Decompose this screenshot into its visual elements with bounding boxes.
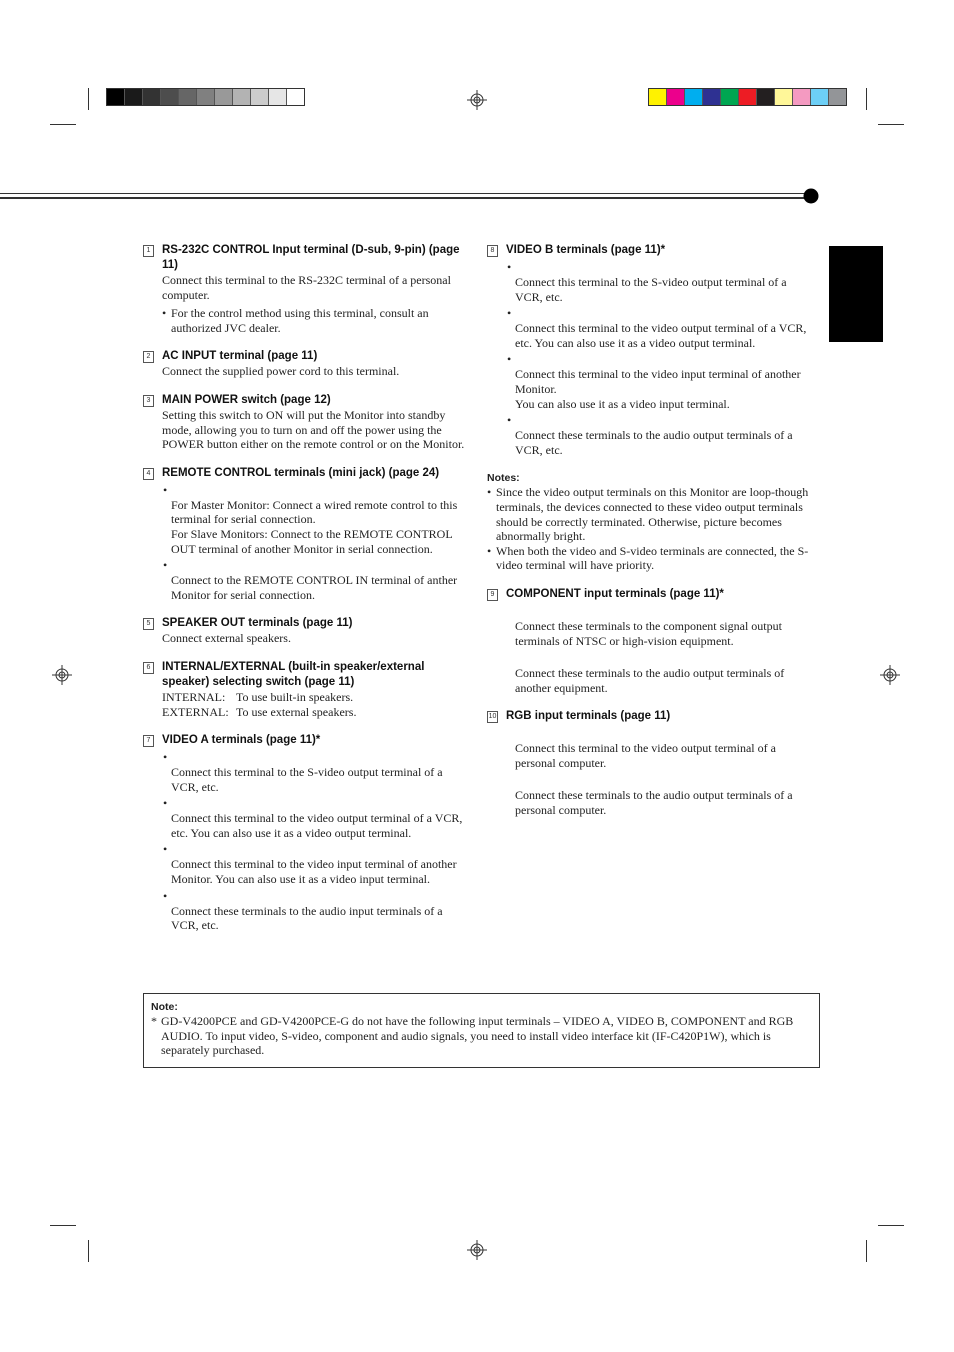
- bullet-icon: •: [163, 796, 168, 811]
- gray-swatch: [287, 89, 304, 105]
- header-rule-end-dot: [803, 188, 819, 204]
- note-item: • When both the video and S-video terminals are connected, the S-video terminal will have priority.: [487, 544, 817, 573]
- gray-swatch: [161, 89, 179, 105]
- option-label: EXTERNAL:: [162, 704, 229, 719]
- right-column: [487, 243, 817, 832]
- terminal-desc: Connect these terminals to the audio output terminals of a VCR, etc.: [515, 428, 793, 457]
- section-tab: [829, 246, 883, 342]
- item-block: [143, 466, 473, 603]
- terminal-desc: Connect this terminal to the S-video output terminal of a VCR, etc.: [171, 765, 443, 794]
- gray-swatch: [215, 89, 233, 105]
- gray-calibration-bar: [106, 88, 305, 106]
- option-label: INTERNAL:: [162, 689, 226, 704]
- color-swatch: [703, 89, 721, 105]
- terminal-desc: For Slave Monitors: Connect to the REMOTE CONTROL OUT terminal of another Monitor in serial connection.: [171, 526, 453, 556]
- gray-swatch: [125, 89, 143, 105]
- item-number: 7: [143, 735, 154, 747]
- item-title: INTERNAL/EXTERNAL (built-in speaker/external speaker) selecting switch (page 11): [162, 660, 425, 688]
- item-number: 2: [143, 351, 154, 363]
- bullet-icon: •: [507, 260, 512, 274]
- terminal-desc: Connect these terminals to the audio output terminals of a personal computer.: [515, 788, 793, 818]
- item-title: COMPONENT input terminals (page 11)*: [506, 587, 724, 600]
- item-title: VIDEO A terminals (page 11)*: [162, 734, 321, 747]
- color-swatch: [721, 89, 739, 105]
- crop-mark: [88, 1240, 89, 1262]
- color-swatch: [667, 89, 685, 105]
- terminal-desc: Connect this terminal to the S-video output terminal of a VCR, etc.: [515, 275, 787, 304]
- bullet-icon: •: [163, 842, 168, 857]
- color-swatch: [775, 89, 793, 105]
- note-item: • Since the video output terminals on this Monitor are loop-though terminals, the devices connected to these video output terminals should be correctly terminated. Otherwise, picture becomes abnormally bright.: [487, 485, 817, 543]
- item-title: MAIN POWER switch (page 12): [162, 393, 331, 406]
- terminal-desc: Connect to the REMOTE CONTROL IN terminal of anther Monitor for serial connection.: [171, 573, 458, 602]
- bullet-icon: •: [507, 413, 512, 428]
- terminal-entry: [506, 260, 817, 304]
- item-block: [487, 709, 817, 817]
- gray-swatch: [179, 89, 197, 105]
- gray-swatch: [107, 89, 125, 105]
- item-block: [143, 349, 473, 379]
- gray-swatch: [269, 89, 287, 105]
- gray-swatch: [197, 89, 215, 105]
- terminal-desc: Connect this terminal to the video output terminal of a VCR, etc. You can also use it as a video output terminal.: [171, 811, 463, 840]
- item-text: Connect the supplied power cord to this terminal.: [162, 364, 400, 379]
- gray-swatch: [233, 89, 251, 105]
- crop-mark: [878, 1225, 904, 1226]
- registration-mark-icon: [880, 665, 900, 685]
- item-number: 6: [143, 662, 154, 674]
- terminal-desc: Connect these terminals to the component signal output terminals of NTSC or high-vision equipment.: [515, 618, 782, 648]
- terminal-entry: [162, 842, 473, 886]
- terminal-desc: Connect this terminal to the video output terminal of a VCR, etc. You can also use it as a video output terminal.: [515, 321, 807, 350]
- notes-heading: Notes:: [487, 472, 520, 485]
- footnote-mark: *: [151, 1014, 157, 1028]
- item-number: 5: [143, 618, 154, 630]
- notes-block: [487, 471, 817, 573]
- terminal-entry: [506, 306, 817, 350]
- crop-mark: [866, 88, 867, 110]
- item-block: [143, 660, 473, 719]
- color-calibration-bar: [648, 88, 847, 106]
- registration-mark-icon: [467, 90, 487, 110]
- terminal-desc: Connect these terminals to the audio input terminals of a VCR, etc.: [171, 903, 443, 933]
- terminal-desc: Connect these terminals to the audio output terminals of another equipment.: [515, 666, 785, 695]
- item-block: [143, 733, 473, 933]
- terminal-entry: [162, 750, 473, 794]
- bullet-icon: •: [163, 750, 168, 765]
- terminal-entry: [162, 796, 473, 840]
- color-swatch: [757, 89, 775, 105]
- terminal-desc: You can also use it as a video input terminal.: [515, 396, 730, 411]
- terminal-desc: Connect this terminal to the video input terminal of another Monitor. You can also use it as a video input terminal.: [171, 857, 457, 887]
- footnote-text: GD-V4200PCE and GD-V4200PCE-G do not have the following input terminals – VIDEO A, VIDEO B, COMPONENT and RGB AUDIO. To input video, S-video, component and audio signals, you need to install video interface kit (IF-C420P1W), which is separately purchased.: [161, 1014, 794, 1058]
- bullet-icon: •: [163, 482, 168, 497]
- item-block: [143, 616, 473, 646]
- color-swatch: [649, 89, 667, 105]
- item-title: VIDEO B terminals (page 11)*: [506, 244, 666, 256]
- bullet-icon: •: [507, 352, 512, 367]
- item-bullet: • For the control method using this terminal, consult an authorized JVC dealer.: [162, 306, 473, 335]
- color-swatch: [685, 89, 703, 105]
- left-column: [143, 243, 473, 947]
- switch-option: [162, 705, 473, 720]
- gray-swatch: [251, 89, 269, 105]
- terminal-desc: Connect this terminal to the video output terminal of a personal computer.: [515, 741, 776, 770]
- color-swatch: [793, 89, 811, 105]
- item-block: [487, 587, 817, 695]
- item-number: 8: [487, 245, 498, 257]
- footnote-heading: Note:: [151, 1001, 178, 1013]
- item-block: [143, 243, 473, 335]
- crop-mark: [866, 1240, 867, 1262]
- crop-mark: [88, 88, 89, 110]
- gray-swatch: [143, 89, 161, 105]
- item-number: 4: [143, 468, 154, 480]
- option-desc: To use external speakers.: [236, 704, 357, 719]
- terminal-desc: Connect this terminal to the video input terminal of another Monitor.: [515, 367, 801, 396]
- registration-mark-icon: [467, 1240, 487, 1260]
- footnote-box: [143, 993, 820, 1068]
- item-number: 9: [487, 589, 498, 601]
- header-rule: [0, 193, 810, 194]
- terminal-entry: [162, 483, 473, 556]
- item-title: RS-232C CONTROL Input terminal (D-sub, 9-pin) (page 11): [162, 244, 460, 271]
- item-text: Connect external speakers.: [162, 631, 291, 646]
- item-block: [487, 243, 817, 457]
- terminal-desc: For Master Monitor: Connect a wired remote control to this terminal for serial connection.: [171, 497, 458, 527]
- color-swatch: [739, 89, 757, 105]
- item-number: 10: [487, 711, 498, 723]
- terminal-entry: [162, 558, 473, 602]
- item-title: SPEAKER OUT terminals (page 11): [162, 617, 353, 630]
- bullet-icon: •: [163, 888, 168, 903]
- color-swatch: [829, 89, 846, 105]
- header-rule: [0, 197, 810, 199]
- color-swatch: [811, 89, 829, 105]
- item-title: REMOTE CONTROL terminals (mini jack) (page 24): [162, 466, 440, 479]
- item-title: AC INPUT terminal (page 11): [162, 350, 318, 363]
- item-text: Connect this terminal to the RS-232C terminal of a personal computer.: [162, 273, 451, 302]
- crop-mark: [50, 124, 76, 125]
- item-text: Setting this switch to ON will put the Monitor into standby mode, allowing you to turn on and off the power using the POWER button either on the remote control or on the Monitor.: [162, 407, 465, 452]
- bullet-icon: •: [507, 306, 512, 321]
- crop-mark: [878, 124, 904, 125]
- terminal-entry: [506, 352, 817, 411]
- switch-option: [162, 690, 473, 705]
- item-title: RGB input terminals (page 11): [506, 710, 671, 723]
- terminal-entry: [506, 413, 817, 457]
- item-number: 3: [143, 395, 154, 407]
- crop-mark: [50, 1225, 76, 1226]
- item-number: 1: [143, 245, 154, 257]
- terminal-entry: [162, 889, 473, 933]
- option-desc: To use built-in speakers.: [236, 689, 354, 704]
- item-block: [143, 393, 473, 452]
- registration-mark-icon: [52, 665, 72, 685]
- bullet-icon: •: [163, 558, 168, 573]
